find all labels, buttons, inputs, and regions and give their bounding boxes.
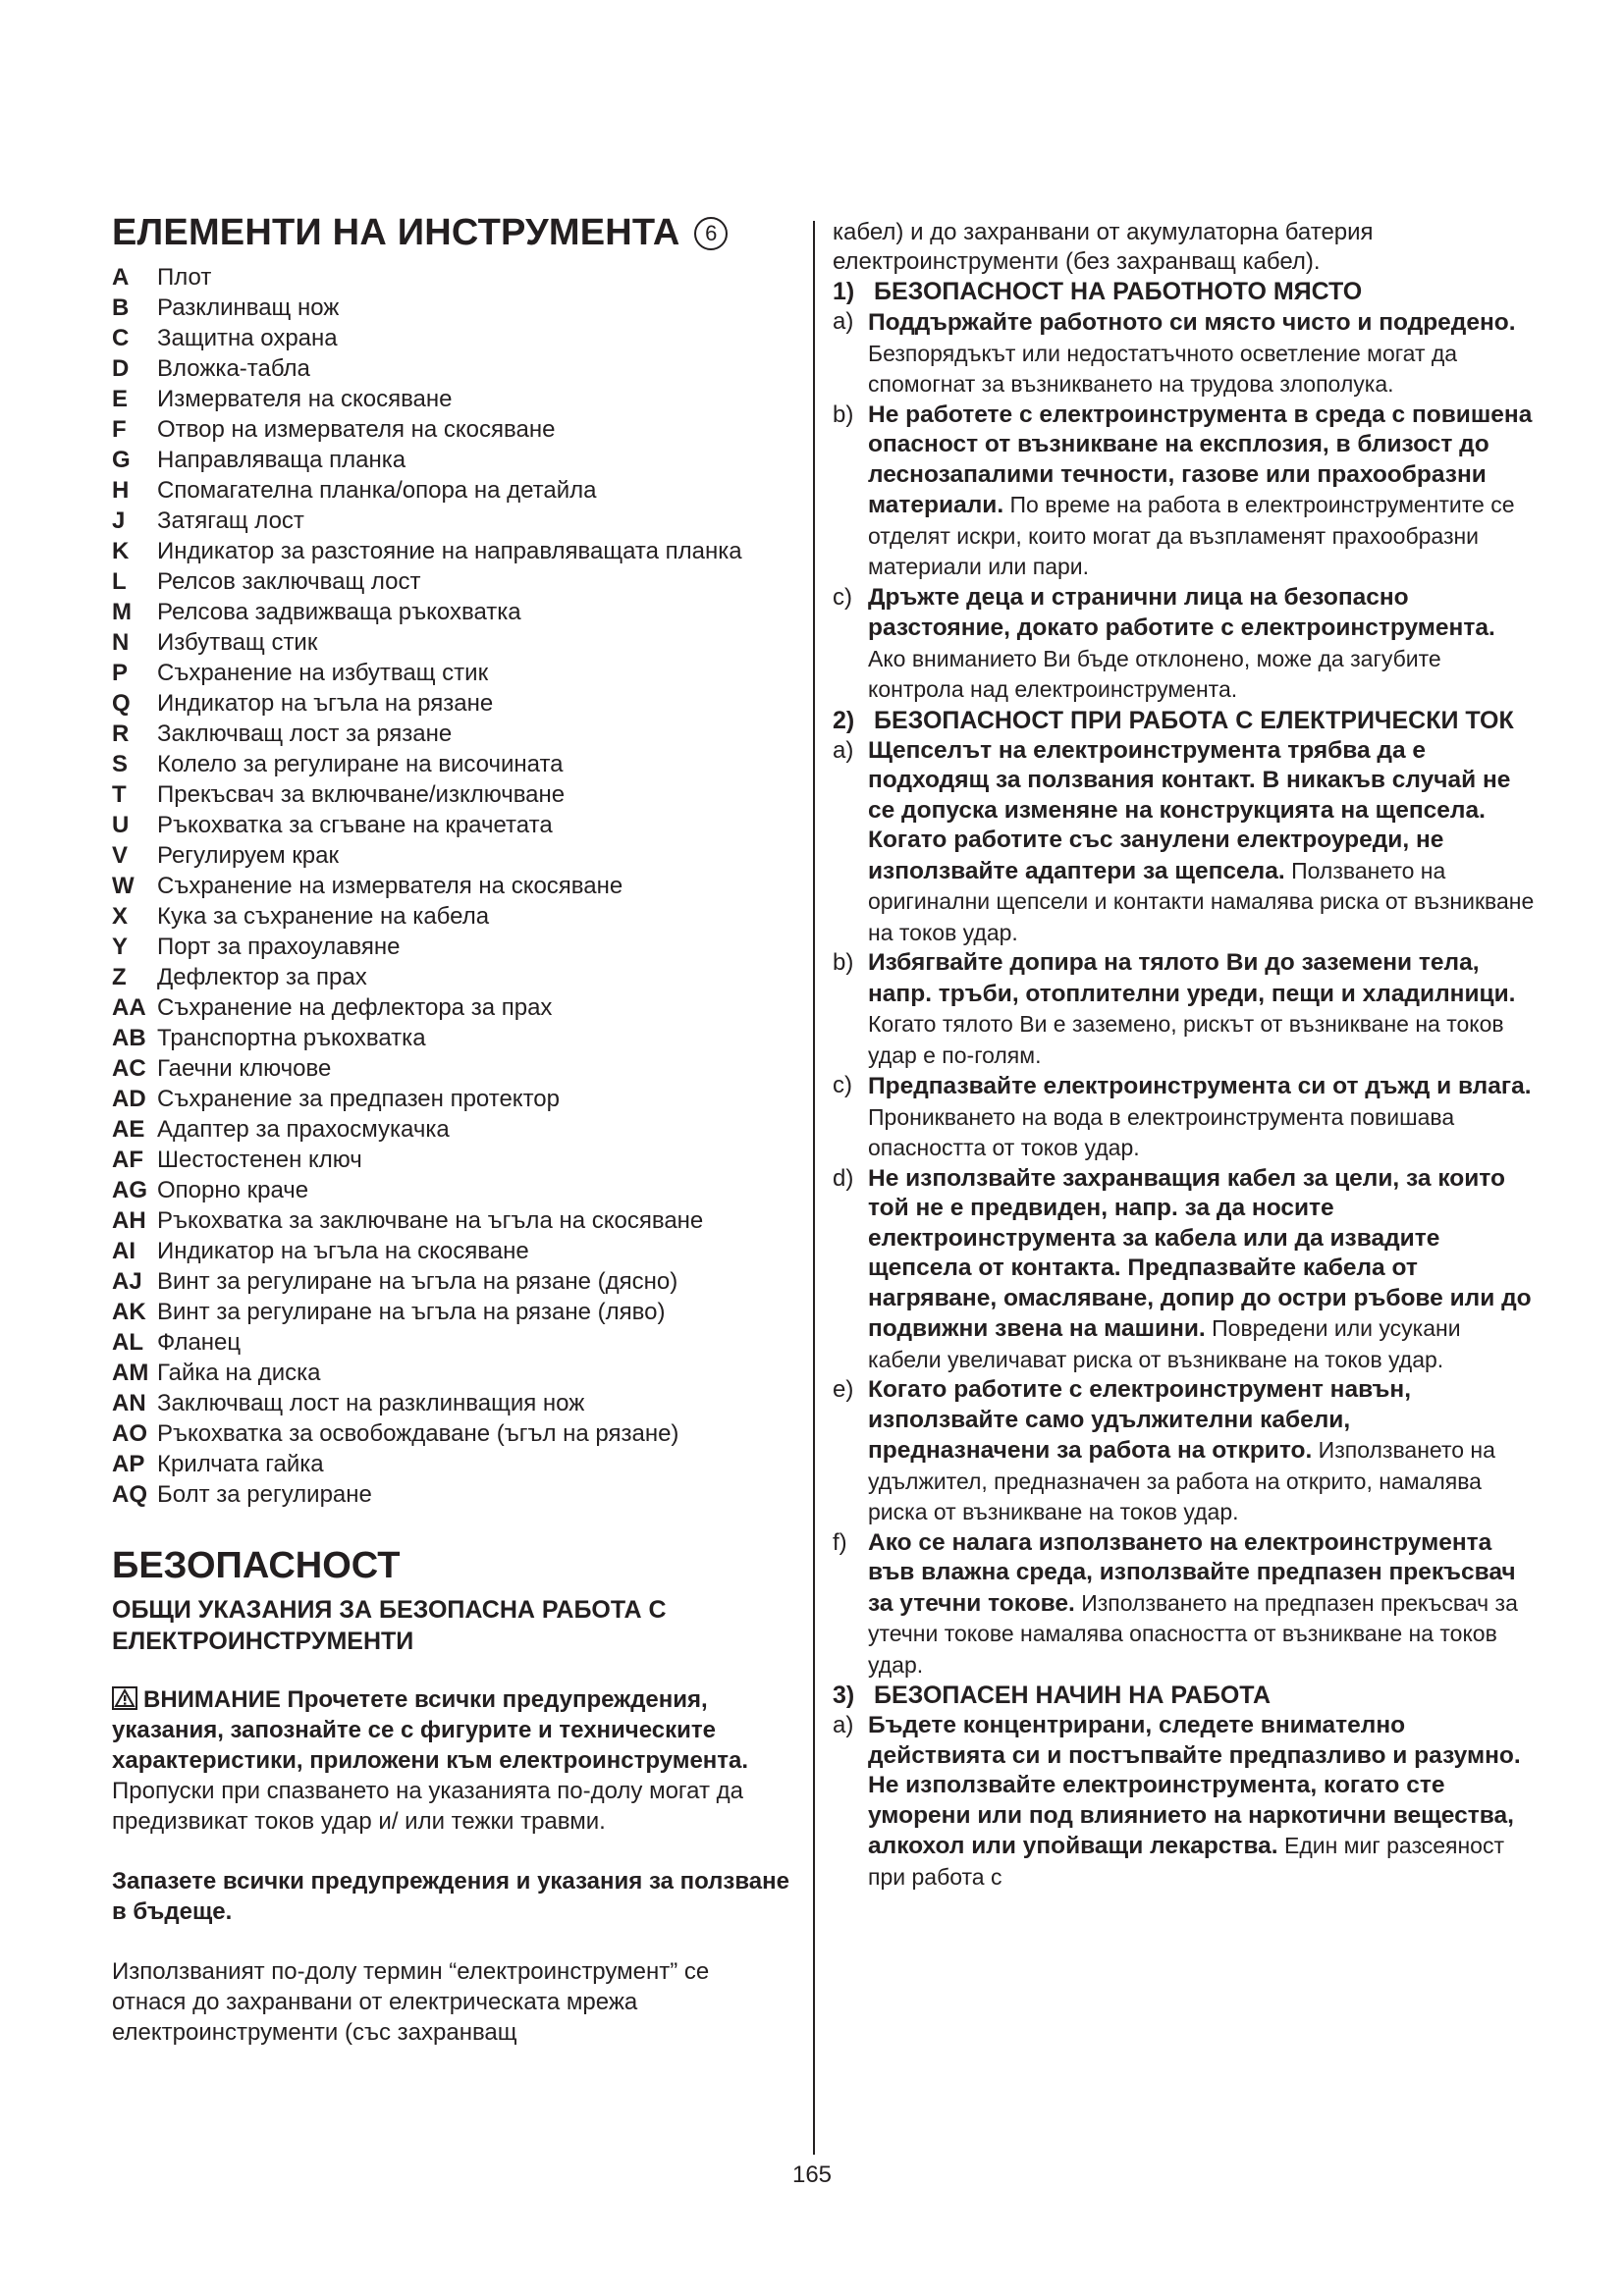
part-label: Индикатор на ъгъла на рязане (157, 690, 494, 717)
part-label: Вложка-табла (157, 355, 310, 382)
item-bold-text: Дръжте деца и странични лица на безопасно разстояние, докато работите с електроинструмента. (868, 583, 1495, 641)
part-item (112, 445, 789, 475)
part-label: Транспортна ръкохватка (157, 1025, 426, 1051)
part-key: T (112, 781, 127, 808)
tool-elements-title: ЕЛЕМЕНТИ НА ИНСТРУМЕНТА (112, 212, 680, 253)
part-item (112, 962, 789, 992)
section-number: 1) (833, 278, 855, 305)
part-label: Избутващ стик (157, 629, 318, 656)
item-label: a) (833, 308, 854, 335)
part-label: Съхранение на дефлектора за прах (157, 994, 553, 1021)
section-heading (833, 277, 1536, 307)
part-label: Релсов заключващ лост (157, 568, 421, 595)
part-item (112, 384, 789, 414)
section-number: 2) (833, 706, 855, 734)
part-key: AG (112, 1177, 147, 1203)
part-label: Отвор на измервателя на скосяване (157, 416, 556, 443)
item-bold-text: Бъдете концентрирани, следете внимателно действията си и постъпвайте предпазливо и разумно. Не използвайте електроинструмента, когато сте уморени или под влиянието на наркотични вещества, алкохол или упойващи лекарства. (868, 1712, 1521, 1859)
item-text (868, 1071, 1536, 1164)
part-item (112, 262, 789, 293)
part-label: Дефлектор за прах (157, 964, 367, 990)
item-bold-text: Не работете с електроинструмента в среда с повишена опасност от възникване на експлозия, в близост до леснозапалими течности, газове или прахообразни материали. (868, 400, 1533, 518)
item-label: d) (833, 1164, 854, 1192)
item-text (868, 307, 1536, 400)
part-key: AD (112, 1086, 146, 1112)
keep-instructions-note (112, 1866, 789, 1927)
part-item (112, 1084, 789, 1114)
section-title: БЕЗОПАСНОСТ ПРИ РАБОТА С ЕЛЕКТРИЧЕСКИ ТОК (874, 706, 1514, 734)
intro-continuation: кабел) и до захранвани от акумулаторна батерия електроинструменти (без захранващ кабел). (833, 219, 1374, 275)
section-heading (833, 1681, 1536, 1711)
part-item (112, 566, 789, 597)
part-key: AL (112, 1329, 143, 1356)
item-normal-text: Един миг разсеяност при работа с (868, 1833, 1505, 1890)
part-label: Ръкохватка за сгъване на крачетата (157, 812, 553, 838)
item-label: a) (833, 1712, 854, 1738)
part-key: J (112, 507, 126, 534)
safety-item (833, 1375, 1536, 1528)
part-item (112, 810, 789, 840)
part-key: AH (112, 1207, 146, 1234)
part-key: L (112, 568, 127, 595)
right-column (833, 218, 1536, 1893)
item-normal-text: По време на работа в електроинструментите се отделят искри, които могат да възпламенят прахообразни материали или пари. (868, 492, 1515, 579)
part-key: H (112, 477, 130, 504)
part-item (112, 1266, 789, 1297)
item-label: b) (833, 400, 854, 428)
warning-bold-text: ВНИМАНИЕ Прочетете всички предупреждения, указания, запознайте се с фигурите и техническите характеристики, приложени към електроинструмента. (112, 1686, 749, 1774)
left-column (112, 211, 789, 2077)
part-key: AN (112, 1390, 146, 1416)
part-key: S (112, 751, 129, 777)
part-key: AO (112, 1420, 147, 1447)
part-label: Порт за прахоулавяне (157, 934, 401, 960)
part-label: Прекъсвач за включване/изключване (157, 781, 566, 808)
item-bold-text: Не използвайте захранващия кабел за цели, за които той не е предвиден, напр. за да носите електроинструмента за кабела или да извадите щепсела от контакта. Предпазвайте кабела от нагряване, омасляване, допир до остри ръбове или до подвижни звена на машини. (868, 1164, 1532, 1342)
part-item (112, 1449, 789, 1479)
part-label: Заключващ лост на разклинващия нож (157, 1390, 585, 1416)
part-key: AC (112, 1055, 146, 1082)
part-label: Заключващ лост за рязане (157, 721, 453, 747)
item-text (868, 1711, 1536, 1893)
item-label: e) (833, 1376, 854, 1403)
part-item (112, 840, 789, 871)
safety-item (833, 1164, 1536, 1376)
part-key: B (112, 294, 130, 321)
warning-paragraph (112, 1684, 789, 1837)
item-text (868, 948, 1536, 1071)
part-label: Регулируем крак (157, 842, 339, 869)
part-label: Фланец (157, 1329, 242, 1356)
part-key: AF (112, 1147, 143, 1173)
item-bold-text: Щепселът на електроинструмента трябва да е подходящ за ползвания контакт. В никакъв случай не се допуска изменяне на конструкцията на щепсела. Когато работите със занулени електроуреди, не използвайте адаптери за щепсела. (868, 736, 1511, 884)
item-text (868, 1164, 1536, 1376)
section-heading (833, 706, 1536, 736)
part-label: Опорно краче (157, 1177, 309, 1203)
part-item (112, 536, 789, 566)
part-item (112, 627, 789, 658)
part-key: X (112, 903, 129, 930)
part-key: AE (112, 1116, 145, 1143)
part-item (112, 932, 789, 962)
part-label: Винт за регулиране на ъгъла на рязане (ляво) (157, 1299, 666, 1325)
column-divider (813, 221, 815, 2155)
part-label: Индикатор на ъгъла на скосяване (157, 1238, 529, 1264)
figure-ref-badge: 6 (694, 217, 728, 250)
part-item (112, 1388, 789, 1418)
item-normal-text: Повредени или усукани кабели увеличават риска от възникване на токов удар. (868, 1315, 1461, 1372)
part-key: E (112, 386, 129, 412)
warning-normal-text: Пропуски при спазването на указанията по-долу могат да предизвикат токов удар и/ или тежки травми. (112, 1778, 743, 1835)
part-item (112, 901, 789, 932)
item-text (868, 400, 1536, 583)
part-item (112, 719, 789, 749)
part-label: Гайка на диска (157, 1360, 321, 1386)
item-text (868, 1375, 1536, 1528)
part-key: AI (112, 1238, 135, 1264)
part-item (112, 353, 789, 384)
part-label: Релсова задвижваща ръкохватка (157, 599, 521, 625)
part-item (112, 323, 789, 353)
part-item (112, 1358, 789, 1388)
item-label: c) (833, 1072, 852, 1098)
safety-item (833, 1711, 1536, 1893)
part-item (112, 1479, 789, 1510)
safety-item (833, 736, 1536, 949)
part-item (112, 475, 789, 506)
part-item (112, 688, 789, 719)
part-item (112, 1023, 789, 1053)
part-label: Болт за регулиране (157, 1481, 372, 1508)
part-key: AQ (112, 1481, 147, 1508)
safety-item (833, 1528, 1536, 1682)
warning-triangle-icon (112, 1686, 137, 1710)
part-key: D (112, 355, 130, 382)
item-bold-text: Избягвайте допира на тялото Ви до заземени тела, напр. тръби, отоплителни уреди, пещи и хладилници. (868, 949, 1516, 1007)
part-key: Z (112, 964, 127, 990)
item-normal-text: Ако вниманието Ви бъде отклонено, може да загубите контрола над електроинструмента. (868, 645, 1441, 702)
item-text (868, 1528, 1536, 1682)
part-item (112, 1205, 789, 1236)
part-key: Q (112, 690, 131, 717)
section-title: БЕЗОПАСНОСТ НА РАБОТНОТО МЯСТО (874, 278, 1363, 305)
item-normal-text: Когато тялото Ви е заземено, рискът от възникване на токов удар е по-голям. (868, 1011, 1504, 1068)
part-item (112, 658, 789, 688)
item-bold-text: Поддържайте работното си място чисто и подредено. (868, 309, 1516, 336)
part-key: P (112, 660, 129, 686)
part-item (112, 1175, 789, 1205)
part-item (112, 1327, 789, 1358)
part-key: AM (112, 1360, 149, 1386)
item-normal-text: Безпорядъкът или недостатъчното осветление могат да спомогнат за възникването на трудова злополука. (868, 340, 1458, 397)
part-item (112, 749, 789, 779)
part-label: Измервателя на скосяване (157, 386, 453, 412)
part-label: Съхранение за предпазен протектор (157, 1086, 560, 1112)
part-item (112, 1114, 789, 1145)
section-number: 3) (833, 1682, 855, 1709)
part-item (112, 414, 789, 445)
part-item (112, 871, 789, 901)
safety-heading: БЕЗОПАСНОСТ (112, 1545, 401, 1586)
part-label: Съхранение на измервателя на скосяване (157, 873, 623, 899)
item-bold-text: Когато работите с електроинструмент навън, използвайте само удължителни кабели, предназначени за работа на открито. (868, 1376, 1412, 1464)
safety-item (833, 948, 1536, 1071)
term-definition-note: Използваният по-долу термин “електроинструмент” се отнася до захранвани от електрическата мрежа електроинструменти (със захранващ (112, 1958, 710, 2046)
safety-item (833, 400, 1536, 583)
part-key: V (112, 842, 129, 869)
item-text (868, 583, 1536, 706)
safety-item (833, 583, 1536, 706)
part-label: Шестостенен ключ (157, 1147, 362, 1173)
keep-note-text: Запазете всички предупреждения и указания за ползване в бъдеще. (112, 1868, 789, 1925)
item-label: a) (833, 736, 854, 764)
part-key: F (112, 416, 127, 443)
part-key: AA (112, 994, 146, 1021)
part-label: Винт за регулиране на ъгъла на рязане (дясно) (157, 1268, 678, 1295)
part-key: AJ (112, 1268, 142, 1295)
part-label: Направляваща планка (157, 447, 406, 473)
part-key: K (112, 538, 130, 564)
part-label: Защитна охрана (157, 325, 338, 351)
item-bold-text: Предпазвайте електроинструмента си от дъжд и влага. (868, 1073, 1532, 1099)
part-item (112, 506, 789, 536)
part-key: A (112, 264, 130, 291)
part-item (112, 1297, 789, 1327)
safety-sections (833, 277, 1536, 1893)
part-label: Крилчата гайка (157, 1451, 324, 1477)
part-key: C (112, 325, 130, 351)
part-label: Колело за регулиране на височината (157, 751, 564, 777)
item-normal-text: Използването на предпазен прекъсвач за утечни токове намалява опасността от възникване на токов удар. (868, 1589, 1518, 1678)
part-item (112, 597, 789, 627)
item-label: f) (833, 1528, 847, 1556)
item-text (868, 736, 1536, 949)
safety-item (833, 307, 1536, 400)
part-label: Ръкохватка за освобождаване (ъгъл на рязане) (157, 1420, 679, 1447)
part-key: AB (112, 1025, 146, 1051)
part-item (112, 992, 789, 1023)
part-label: Кука за съхранение на кабела (157, 903, 490, 930)
part-item (112, 1418, 789, 1449)
part-label: Ръкохватка за заключване на ъгъла на скосяване (157, 1207, 704, 1234)
part-item (112, 779, 789, 810)
part-label: Спомагателна планка/опора на детайла (157, 477, 597, 504)
safety-subheading: ОБЩИ УКАЗАНИЯ ЗА БЕЗОПАСНА РАБОТА С ЕЛЕКТРОИНСТРУМЕНТИ (112, 1596, 667, 1655)
part-key: AP (112, 1451, 145, 1477)
part-item (112, 1236, 789, 1266)
part-label: Разклинващ нож (157, 294, 340, 321)
part-key: AK (112, 1299, 146, 1325)
item-bold-text: Ако се налага използването на електроинструмента във влажна среда, използвайте предпазен прекъсвач за утечни токове. (868, 1528, 1516, 1617)
part-item (112, 1053, 789, 1084)
item-label: c) (833, 583, 852, 611)
part-label: Затягащ лост (157, 507, 304, 534)
part-label: Индикатор за разстояние на направляващата планка (157, 538, 742, 564)
part-key: U (112, 812, 130, 838)
part-key: G (112, 447, 131, 473)
part-label: Плот (157, 264, 212, 291)
part-label: Адаптер за прахосмукачка (157, 1116, 450, 1143)
part-key: R (112, 721, 130, 747)
part-label: Съхранение на избутващ стик (157, 660, 489, 686)
parts-list (112, 262, 789, 1510)
item-label: b) (833, 949, 854, 976)
part-key: N (112, 629, 130, 656)
item-normal-text: Използването на удължител, предназначен за работа на открито, намалява риска от възникване на токов удар. (868, 1437, 1495, 1524)
part-label: Гаечни ключове (157, 1055, 332, 1082)
item-normal-text: Проникването на вода в електроинструмента повишава опасността от токов удар. (868, 1103, 1455, 1160)
page-number: 165 (791, 2162, 833, 2188)
part-key: W (112, 873, 135, 899)
part-key: M (112, 599, 132, 625)
safety-item (833, 1071, 1536, 1164)
item-normal-text: Ползването на оригинални щепсели и контакти намалява риска от възникване на токов удар. (868, 857, 1535, 945)
tool-elements-heading (112, 211, 789, 254)
section-title: БЕЗОПАСЕН НАЧИН НА РАБОТА (874, 1682, 1272, 1709)
part-item (112, 1145, 789, 1175)
part-item (112, 293, 789, 323)
part-key: Y (112, 934, 129, 960)
